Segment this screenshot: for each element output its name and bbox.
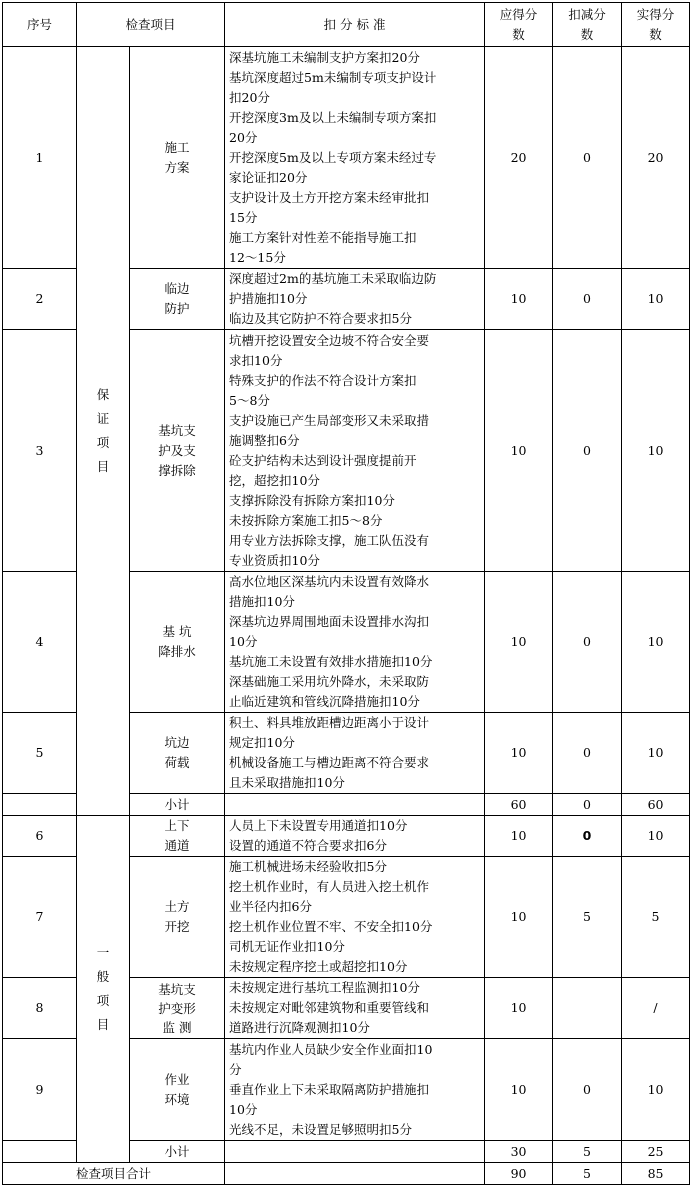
deduct-score: 0: [553, 330, 622, 572]
row-no: 2: [3, 269, 77, 330]
standard-line: 支护设施已产生局部变形又未采取措: [229, 412, 430, 428]
deduct-score: 0: [553, 47, 622, 269]
standard-line: 求扣10分: [229, 352, 283, 368]
standard-line: 12～15分: [229, 249, 286, 265]
group-guarantee: 保 证 项 目: [77, 47, 130, 816]
standard-line: 垂直作业上下未采取隔离防护措施扣: [229, 1081, 430, 1097]
standard-line: 挖，超挖扣10分: [229, 472, 320, 488]
total-actual: 85: [622, 1163, 690, 1185]
standard-line: 护措施扣10分: [229, 291, 308, 306]
standard-cell: [225, 572, 485, 713]
header-deduct: 扣减分 数: [553, 3, 622, 47]
standard-line: 10分: [229, 1101, 258, 1117]
due-score: 10: [485, 1039, 553, 1141]
standard-line: 施调整扣6分: [229, 432, 300, 448]
standard-line: 10分: [229, 634, 258, 649]
due-score: 10: [485, 269, 553, 330]
sub-item: 施工 方案: [130, 47, 225, 269]
standard-line: 人员上下未设置专用通道扣10分: [229, 818, 408, 833]
sub-item: 坑边 荷载: [130, 713, 225, 794]
due-score: 10: [485, 330, 553, 572]
standard-line: 措施扣10分: [229, 594, 295, 609]
inspection-score-table: [2, 2, 690, 1185]
row-no: 6: [3, 816, 77, 857]
standard-line: 机械设备施工与槽边距离不符合要求: [229, 755, 430, 770]
standard-line: 积土、料具堆放距槽边距离小于设计: [229, 715, 430, 730]
actual-score: 10: [622, 330, 690, 572]
subtotal-due: 60: [485, 794, 553, 816]
standard-cell: [225, 857, 485, 978]
row-no: 7: [3, 857, 77, 978]
deduct-score: 0: [553, 713, 622, 794]
standard-line: 未按拆除方案施工扣5～8分: [229, 512, 383, 528]
standard-line: 临边及其它防护不符合要求扣5分: [229, 311, 412, 326]
standard-line: 设置的通道不符合要求扣6分: [229, 838, 387, 853]
due-score: 10: [485, 857, 553, 978]
actual-score: 20: [622, 47, 690, 269]
empty-cell: [225, 1141, 485, 1163]
row-no: 4: [3, 572, 77, 713]
standard-line: 基坑深度超过5m未编制专项支护设计: [229, 69, 437, 85]
deduct-score: 0: [553, 1039, 622, 1141]
sub-item: 基 坑 降排水: [130, 572, 225, 713]
standard-line: 砼支护结构未达到设计强度提前开: [229, 452, 417, 468]
empty-cell: [3, 1141, 77, 1163]
standard-line: 开挖深度3m及以上未编制专项方案扣: [229, 109, 437, 125]
total-row: [3, 1163, 690, 1185]
standard-line: 且未采取措施扣10分: [229, 775, 345, 790]
sub-item: 作业 环境: [130, 1039, 225, 1141]
subtotal-deduct: 0: [553, 794, 622, 816]
standard-cell: [225, 330, 485, 572]
subtotal-due: 30: [485, 1141, 553, 1163]
standard-line: 业半径内扣6分: [229, 899, 312, 914]
sub-item: 临边 防护: [130, 269, 225, 330]
deduct-score: 5: [553, 857, 622, 978]
standard-line: 止临近建筑和管线沉降措施扣10分: [229, 694, 420, 709]
standard-line: 基坑施工未设置有效排水措施扣10分: [229, 654, 433, 669]
standard-line: 施工机械进场未经验收扣5分: [229, 859, 387, 874]
standard-line: 未按规定程序挖土或超挖扣10分: [229, 959, 408, 974]
standard-line: 分: [229, 1061, 242, 1077]
standard-line: 司机无证作业扣10分: [229, 939, 345, 954]
row-no: 1: [3, 47, 77, 269]
subtotal-actual: 60: [622, 794, 690, 816]
standard-line: 挖土机作业位置不牢、不安全扣10分: [229, 919, 433, 934]
total-deduct: 5: [553, 1163, 622, 1185]
standard-line: 深基坑边界周围地面未设置排水沟扣: [229, 614, 430, 629]
header-item: 检查项目: [77, 3, 225, 47]
standard-line: 高水位地区深基坑内未设置有效降水: [229, 574, 430, 589]
total-label: 检查项目合计: [3, 1163, 225, 1185]
standard-line: 15分: [229, 209, 258, 225]
standard-line: 道路进行沉降观测扣10分: [229, 1020, 370, 1035]
standard-line: 扣20分: [229, 89, 270, 105]
standard-line: 基坑内作业人员缺少安全作业面扣10: [229, 1041, 433, 1057]
standard-line: 规定扣10分: [229, 735, 295, 750]
due-score: 10: [485, 978, 553, 1039]
table-row: [3, 816, 690, 857]
standard-line: 支撑拆除没有拆除方案扣10分: [229, 492, 395, 508]
standard-line: 5～8分: [229, 392, 270, 408]
standard-line: 施工方案针对性差不能指导施工扣: [229, 229, 417, 245]
sub-item: 上下 通道: [130, 816, 225, 857]
standard-line: 开挖深度5m及以上专项方案未经过专: [229, 149, 437, 165]
due-score: 20: [485, 47, 553, 269]
actual-score: 10: [622, 816, 690, 857]
standard-line: 专业资质扣10分: [229, 552, 320, 568]
row-no: 8: [3, 978, 77, 1039]
due-score: 10: [485, 713, 553, 794]
header-row: [3, 3, 690, 47]
sub-item: 土方 开挖: [130, 857, 225, 978]
empty-cell: [225, 794, 485, 816]
actual-score: 10: [622, 269, 690, 330]
standard-line: 坑槽开挖设置安全边坡不符合安全要: [229, 332, 430, 348]
standard-cell: [225, 1039, 485, 1141]
header-actual: 实得分 数: [622, 3, 690, 47]
deduct-score: 0: [553, 269, 622, 330]
standard-line: 家论证扣20分: [229, 169, 308, 185]
standard-line: 用专业方法拆除支撑，施工队伍没有: [229, 532, 430, 548]
empty-cell: [3, 794, 77, 816]
deduct-score: 0: [553, 816, 622, 857]
header-due: 应得分 数: [485, 3, 553, 47]
standard-line: 深度超过2m的基坑施工未采取临边防: [229, 271, 437, 286]
actual-score: 10: [622, 713, 690, 794]
actual-score: 10: [622, 572, 690, 713]
standard-cell: [225, 47, 485, 269]
actual-score: 5: [622, 857, 690, 978]
standard-cell: [225, 978, 485, 1039]
due-score: 10: [485, 572, 553, 713]
row-no: 5: [3, 713, 77, 794]
subtotal-label: 小计: [130, 794, 225, 816]
row-no: 3: [3, 330, 77, 572]
standard-cell: [225, 816, 485, 857]
subtotal-label: 小计: [130, 1141, 225, 1163]
deduct-score: [553, 978, 622, 1039]
row-no: 9: [3, 1039, 77, 1141]
table-row: [3, 47, 690, 269]
standard-line: 20分: [229, 129, 258, 145]
header-standard: 扣 分 标 准: [225, 3, 485, 47]
due-score: 10: [485, 816, 553, 857]
group-general: 一 般 项 目: [77, 816, 130, 1163]
total-due: 90: [485, 1163, 553, 1185]
sub-item: 基坑支 护变形 监 测: [130, 978, 225, 1039]
empty-cell: [225, 1163, 485, 1185]
deduct-score: 0: [553, 572, 622, 713]
standard-line: 未按规定进行基坑工程监测扣10分: [229, 980, 420, 995]
standard-line: 支护设计及土方开挖方案未经审批扣: [229, 189, 430, 205]
sub-item: 基坑支 护及支 撑拆除: [130, 330, 225, 572]
standard-cell: [225, 713, 485, 794]
standard-line: 未按规定对毗邻建筑物和重要管线和: [229, 1000, 430, 1015]
subtotal-deduct: 5: [553, 1141, 622, 1163]
standard-line: 特殊支护的作法不符合设计方案扣: [229, 372, 417, 388]
standard-line: 深基础施工采用坑外降水，未采取防: [229, 674, 430, 689]
actual-score: 10: [622, 1039, 690, 1141]
standard-line: 挖土机作业时，有人员进入挖土机作: [229, 879, 430, 894]
actual-score: /: [622, 978, 690, 1039]
header-no: 序号: [3, 3, 77, 47]
standard-line: 光线不足，未设置足够照明扣5分: [229, 1121, 412, 1137]
subtotal-actual: 25: [622, 1141, 690, 1163]
standard-line: 深基坑施工未编制支护方案扣20分: [229, 49, 420, 65]
standard-cell: [225, 269, 485, 330]
